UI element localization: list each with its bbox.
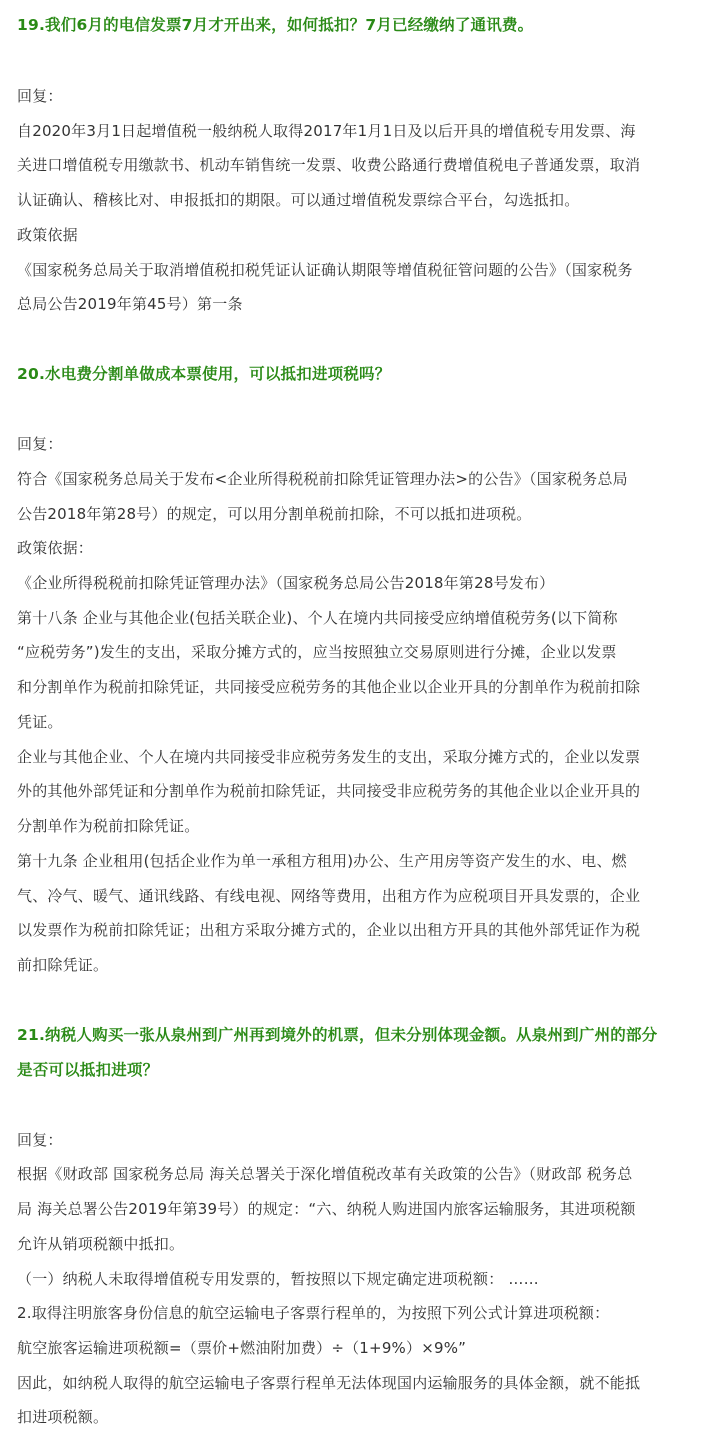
question-heading: 19.我们6月的电信发票7月才开出来，如何抵扣？7月已经缴纳了通讯费。 <box>17 16 534 34</box>
body-line: 公告2018年第28号）的规定，可以用分割单税前扣除，不可以抵扣进项税。 <box>17 505 532 523</box>
body-line: 凭证。 <box>17 713 63 731</box>
body-line: 企业与其他企业、个人在境内共同接受非应税劳务发生的支出，采取分摊方式的，企业以发票 <box>17 748 641 766</box>
body-line: 《企业所得税税前扣除凭证管理办法》（国家税务总局公告2018年第28号发布） <box>17 574 555 592</box>
body-line: 以发票作为税前扣除凭证；出租方采取分摊方式的，企业以出租方开具的其他外部凭证作为税 <box>17 921 641 939</box>
body-line: 根据《财政部 国家税务总局 海关总署关于深化增值税改革有关政策的公告》（财政部 税务总 <box>17 1165 633 1183</box>
body-line: 允许从销项税额中抵扣。 <box>17 1235 185 1253</box>
body-line: 符合《国家税务总局关于发布<企业所得税税前扣除凭证管理办法>的公告》（国家税务总局 <box>17 470 628 488</box>
body-line: “应税劳务”)发生的支出，采取分摊方式的，应当按照独立交易原则进行分摊，企业以发票 <box>17 643 617 661</box>
body-line: 局 海关总署公告2019年第39号）的规定：“六、纳税人购进国内旅客运输服务，其进项税额 <box>17 1200 636 1218</box>
body-line: 外的其他外部凭证和分割单作为税前扣除凭证，共同接受非应税劳务的其他企业以企业开具的 <box>17 782 641 800</box>
question-heading: 是否可以抵扣进项？ <box>17 1061 159 1079</box>
reply-label: 回复： <box>17 87 63 105</box>
policy-basis-label: 政策依据： <box>17 539 94 557</box>
body-line: 关进口增值税专用缴款书、机动车销售统一发票、收费公路通行费增值税电子普通发票，取消 <box>17 156 641 174</box>
body-line: 自2020年3月1日起增值税一般纳税人取得2017年1月1日及以后开具的增值税专用发票、海 <box>17 122 636 140</box>
body-line: 航空旅客运输进项税额=（票价+燃油附加费）÷（1+9%）×9%” <box>17 1339 467 1357</box>
body-line: 前扣除凭证。 <box>17 956 109 974</box>
body-line: 《国家税务总局关于取消增值税扣税凭证认证确认期限等增值税征管问题的公告》（国家税务 <box>17 261 633 279</box>
body-line: 认证确认、稽核比对、申报抵扣的期限。可以通过增值税发票综合平台，勾选抵扣。 <box>17 191 580 209</box>
policy-basis-label: 政策依据 <box>17 226 78 244</box>
body-line: 总局公告2019年第45号）第一条 <box>17 295 243 313</box>
body-line: 2.取得注明旅客身份信息的航空运输电子客票行程单的，为按照下列公式计算进项税额： <box>17 1304 610 1322</box>
body-line: 扣进项税额。 <box>17 1408 109 1426</box>
body-line: 第十八条 企业与其他企业(包括关联企业)、个人在境内共同接受应纳增值税劳务(以下简称 <box>17 609 618 627</box>
question-heading: 21.纳税人购买一张从泉州到广州再到境外的机票，但未分别体现金额。从泉州到广州的部分 <box>17 1026 658 1044</box>
body-line: 因此，如纳税人取得的航空运输电子客票行程单无法体现国内运输服务的具体金额，就不能抵 <box>17 1374 641 1392</box>
question-heading: 20.水电费分割单做成本票使用，可以抵扣进项税吗？ <box>17 365 391 383</box>
reply-label: 回复： <box>17 435 63 453</box>
body-line: 气、冷气、暖气、通讯线路、有线电视、网络等费用，出租方作为应税项目开具发票的，企业 <box>17 887 641 905</box>
body-line: 和分割单作为税前扣除凭证，共同接受应税劳务的其他企业以企业开具的分割单作为税前扣除 <box>17 678 641 696</box>
body-line: （一）纳税人未取得增值税专用发票的，暂按照以下规定确定进项税额： …… <box>17 1270 539 1288</box>
body-line: 分割单作为税前扣除凭证。 <box>17 817 200 835</box>
body-line: 第十九条 企业租用(包括企业作为单一承租方租用)办公、生产用房等资产发生的水、电、燃 <box>17 852 627 870</box>
reply-label: 回复： <box>17 1131 63 1149</box>
